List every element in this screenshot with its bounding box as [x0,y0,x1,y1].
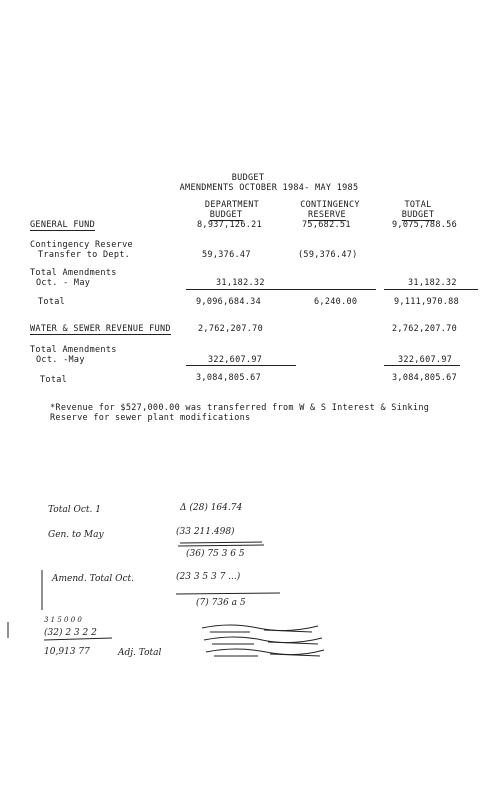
gf-amendments-period: Oct. - May [36,278,91,288]
handwritten-note-2-right: (33 211.498) [176,527,235,537]
handwritten-note-2-result: (36) 75 3 6 5 [186,549,245,559]
handwritten-note-4-bottom: 10,913 77 [44,647,90,657]
column-department-line2: BUDGET [209,210,243,220]
footnote-line1: *Revenue for $527,000.00 was transferred from W & S Interest & Sinking [50,403,430,413]
water-sewer-label: WATER & SEWER REVENUE FUND [30,324,171,334]
ws-total-total: 3,084,805.67 [392,373,458,383]
column-department-line1: DEPARTMENT [204,200,260,210]
handwritten-note-3-left: Amend. Total Oct. [52,574,134,584]
hw-rule-1 [180,542,262,543]
hw-rule-1b [178,545,264,546]
footnote-line2: Reserve for sewer plant modifications [50,413,251,423]
water-sewer-department: 2,762,207.70 [198,324,264,334]
hw-strike-2 [204,637,322,643]
gf-amendments-total: 31,182.32 [408,278,457,288]
contingency-transfer-reserve: (59,376.47) [298,250,358,260]
handwritten-note-2-left: Gen. to May [48,530,104,540]
ws-amendments-label: Total Amendments [30,345,117,355]
hw-strike-3 [206,649,324,655]
hw-rule-3 [44,638,112,640]
handwritten-note-4-mid: (32) 2 3 2 2 [44,628,97,638]
budget-subtitle: AMENDMENTS OCTOBER 1984- MAY 1985 [179,183,359,193]
general-fund-total: 9,075,788.56 [392,220,458,230]
handwritten-note-3-result: (7) 736 a 5 [196,598,246,608]
budget-title: BUDGET [231,173,265,183]
general-fund-label: GENERAL FUND [30,220,96,230]
contingency-reserve-label: Contingency Reserve [30,240,133,250]
contingency-transfer-department: 59,376.47 [202,250,251,260]
ws-amendments-total: 322,607.97 [398,355,453,365]
general-fund-contingency: 75,682.51 [302,220,351,230]
column-total-line2: BUDGET [401,210,435,220]
handwritten-note-4-top: 3 1 5 0 0 0 [44,616,82,624]
ws-amendments-period: Oct. -May [36,355,85,365]
handwritten-note-3-right: (23 3 5 3 7 ...) [176,572,241,582]
gf-total-label: Total [38,297,66,307]
gf-amendments-label: Total Amendments [30,268,117,278]
handwritten-note-1-left: Total Oct. 1 [48,505,101,515]
ws-total-label: Total [40,375,68,385]
column-contingency-line1: CONTINGENCY [300,200,360,210]
water-sewer-total: 2,762,207.70 [392,324,458,334]
column-contingency-line2: RESERVE [308,210,346,220]
ws-total-department: 3,084,805.67 [196,373,262,383]
contingency-transfer-label: Transfer to Dept. [38,250,131,260]
handwritten-note-4-tail: Adj. Total [118,648,162,658]
gf-total-contingency: 6,240.00 [314,297,358,307]
gf-total-total: 9,111,970.88 [394,297,460,307]
hw-strike-1 [202,625,318,631]
hw-cross-2 [212,642,318,644]
handwritten-note-1-right: Δ (28) 164.74 [180,503,243,513]
general-fund-department: 8,937,126.21 [197,220,263,230]
gf-amendments-department: 31,182.32 [216,278,265,288]
gf-total-department: 9,096,684.34 [196,297,262,307]
ws-amendments-department: 322,607.97 [208,355,263,365]
column-total-line1: TOTAL [404,200,432,210]
hw-rule-2 [176,593,280,594]
